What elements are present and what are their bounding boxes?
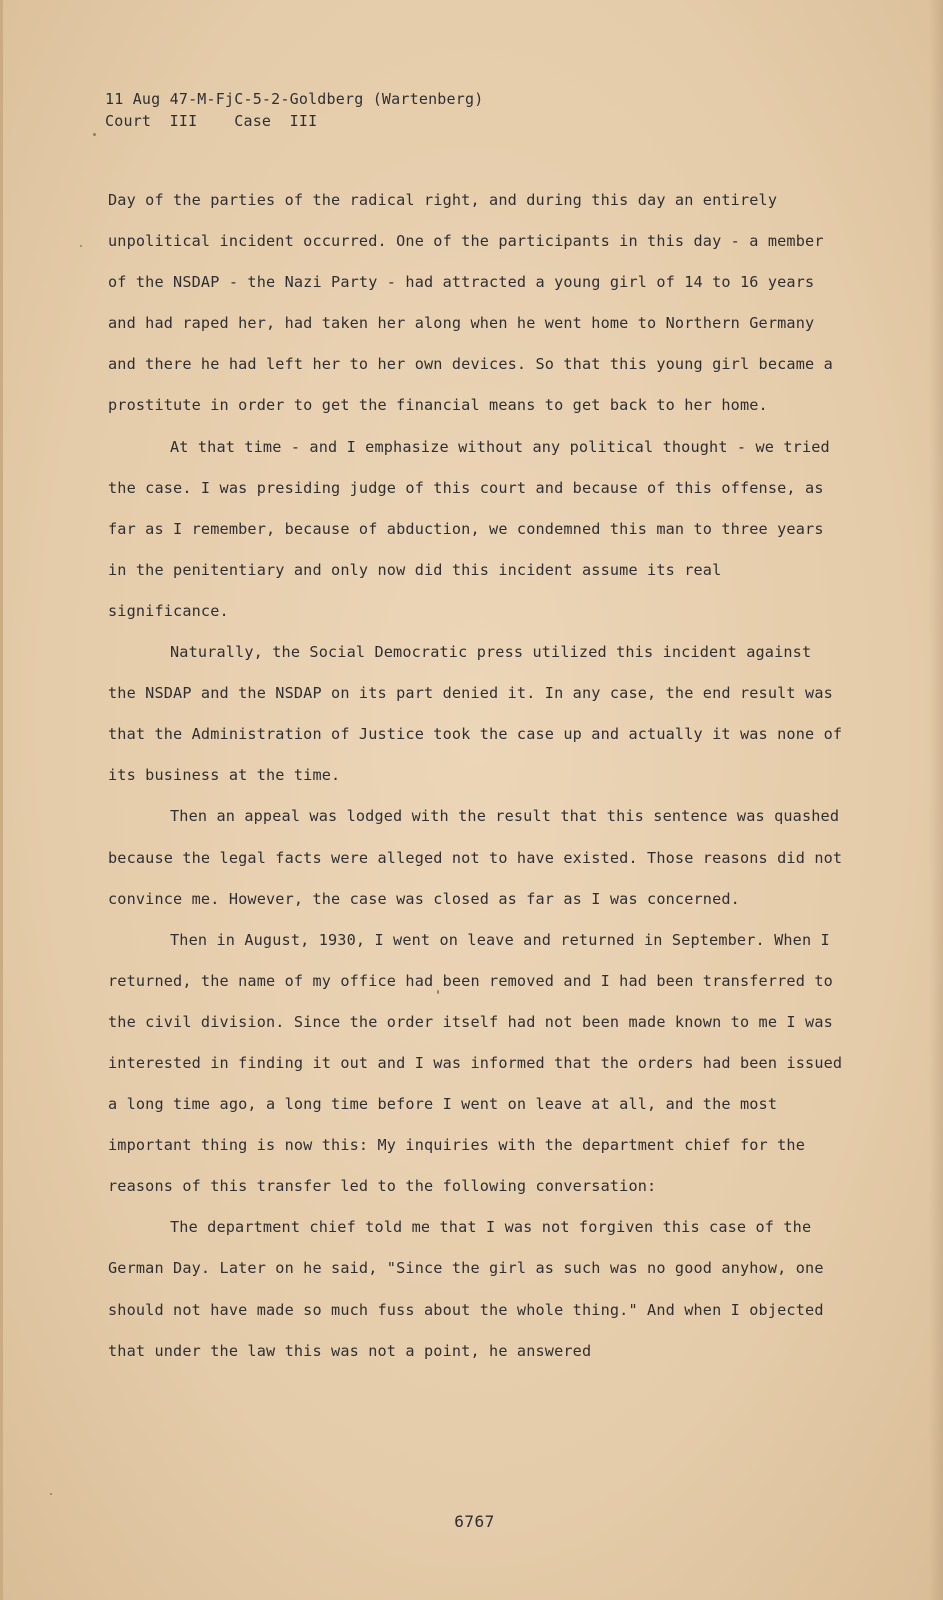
- paragraph-2: At that time - and I emphasize without any political thought - we tried the case. I was presiding judge of this court and because of this offense, as far as I remember, because of abduction, we condemned this man to three years in the penitentiary and only now did this incident assume its real significance.: [108, 437, 830, 620]
- paragraph-5: Then in August, 1930, I went on leave and returned in September. When I returned, the name of my office had been removed and I had been transferred to the civil division. Since the order itself had not been made known to me I was interested in finding it out and I was informed that the orders had been issued a long time ago, a long time before I went on leave at all, and the most important thing is now this: My inquiries with the department chief for the reasons of this transfer led to the following conversation:: [108, 930, 843, 1196]
- document-header: [105, 88, 483, 132]
- paragraph-6: The department chief told me that I was not forgiven this case of the German Day. Later on he said, "Since the girl as such was no good anyhow, one should not have made so much fuss about the whole thing." And when I objected that under the law this was not a point, he answered: [108, 1218, 824, 1360]
- header-court-case-line: Court III Case III: [105, 112, 318, 130]
- paper-speck: [93, 133, 96, 136]
- paper-speck: [80, 245, 82, 247]
- transcript-body: [108, 180, 848, 1372]
- paragraph-1: Day of the parties of the radical right, and during this day an entirely unpolitical incident occurred. One of the participants in this day - a member of the NSDAP - the Nazi Party - had attracted a young girl of 14 to 16 years and had raped her, had taken her along when he went home to Northern Germany and there he had left her to her own devices. So that this young girl became a prostitute in order to get the financial means to get back to her home.: [108, 191, 833, 415]
- page-edge-shadow: [929, 0, 943, 1600]
- paper-speck: [50, 1493, 52, 1495]
- page-number: 6767: [454, 1512, 495, 1531]
- header-reference-line: 11 Aug 47-M-FjC-5-2-Goldberg (Wartenberg): [105, 90, 484, 108]
- paragraph-3: Naturally, the Social Democratic press utilized this incident against the NSDAP and the NSDAP on its part denied it. In any case, the end result was that the Administration of Justice took the case up and actually it was none of its business at the time.: [108, 643, 843, 785]
- paper-speck: [437, 990, 439, 994]
- paragraph-4: Then an appeal was lodged with the result that this sentence was quashed because the legal facts were alleged not to have existed. Those reasons did not convince me. However, the case was closed as far as I was concerned.: [108, 807, 843, 908]
